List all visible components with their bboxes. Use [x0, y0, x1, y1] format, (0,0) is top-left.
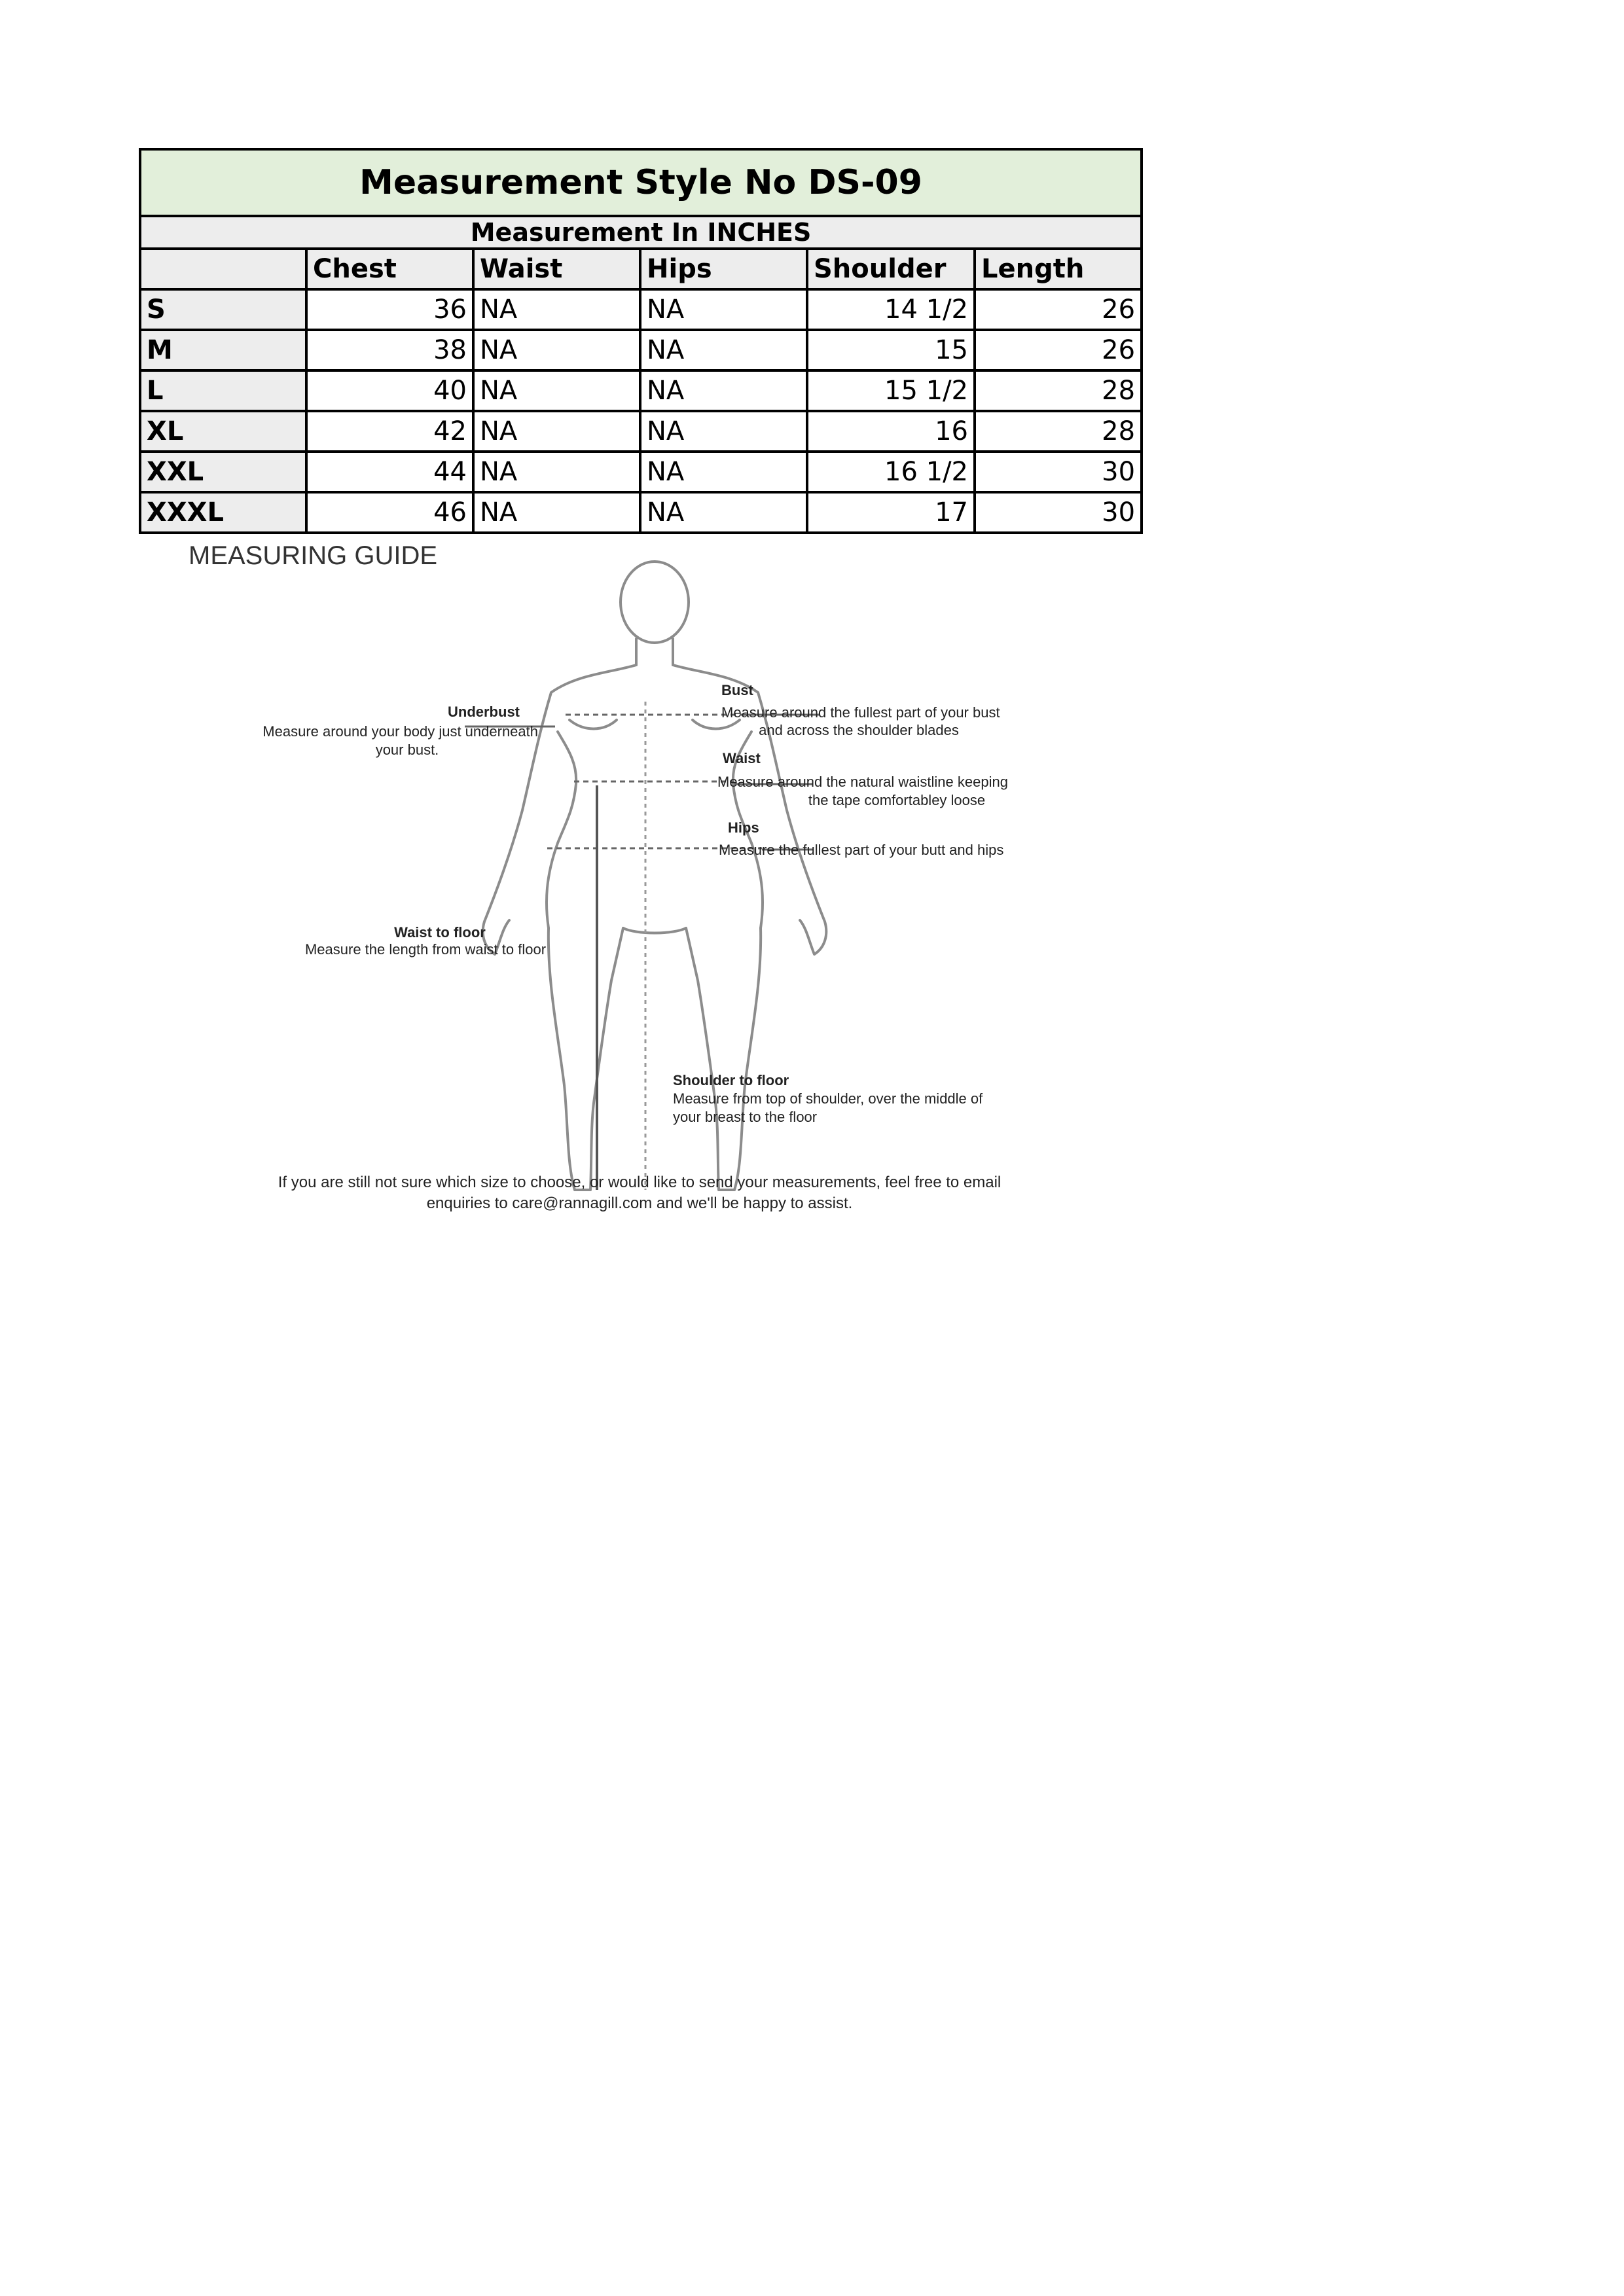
column-header-size — [140, 249, 306, 289]
length-value: 26 — [975, 330, 1142, 370]
chest-value: 36 — [306, 289, 473, 330]
waist-value: NA — [473, 370, 640, 411]
chest-value: 46 — [306, 492, 473, 533]
column-header-waist: Waist — [473, 249, 640, 289]
footer-note: If you are still not sure which size to choose, or would like to send your measurements, feel free to email — [278, 1174, 1001, 1191]
table-row — [140, 289, 1142, 330]
hips-text: Measure the fullest part of your butt and hips — [719, 842, 1004, 858]
hips-value: NA — [640, 289, 807, 330]
measuring-guide — [139, 535, 1140, 1242]
shoulder-value: 15 1/2 — [807, 370, 975, 411]
table-title: Measurement Style No DS-09 — [140, 149, 1142, 216]
column-header-length: Length — [975, 249, 1142, 289]
waist-value: NA — [473, 411, 640, 452]
hips-value: NA — [640, 330, 807, 370]
table-row — [140, 411, 1142, 452]
hips-label: Hips — [728, 819, 759, 836]
column-header-shoulder: Shoulder — [807, 249, 975, 289]
chest-value: 44 — [306, 452, 473, 492]
chest-value: 38 — [306, 330, 473, 370]
size-chart-table — [139, 148, 1143, 534]
shoulder-to-floor-text: Measure from top of shoulder, over the middle of — [673, 1090, 983, 1107]
column-header-hips: Hips — [640, 249, 807, 289]
footer-note-2: enquiries to care@rannagill.com and we'll be happy to assist. — [426, 1194, 853, 1212]
table-row — [140, 492, 1142, 533]
underbust-label: Underbust — [448, 704, 520, 720]
underbust-text: Measure around your body just underneath — [262, 723, 538, 740]
shoulder-to-floor-text-2: your breast to the floor — [673, 1109, 818, 1125]
column-header-chest: Chest — [306, 249, 473, 289]
waist-label: Waist — [723, 750, 761, 766]
length-value: 28 — [975, 370, 1142, 411]
guide-heading: MEASURING GUIDE — [189, 541, 438, 570]
waist-value: NA — [473, 330, 640, 370]
size-label: XL — [140, 411, 306, 452]
header-row — [140, 249, 1142, 289]
bust-label: Bust — [721, 682, 753, 698]
unit-caption: Measurement In INCHES — [140, 216, 1142, 249]
waist-value: NA — [473, 452, 640, 492]
size-label: S — [140, 289, 306, 330]
hips-value: NA — [640, 492, 807, 533]
hips-value: NA — [640, 452, 807, 492]
chest-value: 40 — [306, 370, 473, 411]
waist-text-2: the tape comfortabley loose — [808, 792, 986, 808]
size-label: XXXL — [140, 492, 306, 533]
waist-to-floor-text: Measure the length from waist to floor — [304, 941, 547, 958]
waist-to-floor-label: Waist to floor — [394, 924, 486, 941]
waist-value: NA — [473, 492, 640, 533]
size-label: L — [140, 370, 306, 411]
length-value: 30 — [975, 492, 1142, 533]
shoulder-value: 14 1/2 — [807, 289, 975, 330]
length-value: 28 — [975, 411, 1142, 452]
table-row — [140, 452, 1142, 492]
table-row — [140, 330, 1142, 370]
shoulder-value: 17 — [807, 492, 975, 533]
waist-text: Measure around the natural waistline keeping — [717, 774, 1008, 790]
chest-value: 42 — [306, 411, 473, 452]
measuring-guide-figure — [139, 535, 1140, 1242]
shoulder-value: 15 — [807, 330, 975, 370]
waist-value: NA — [473, 289, 640, 330]
bust-text-2: and across the shoulder blades — [759, 722, 959, 738]
table-row — [140, 370, 1142, 411]
shoulder-value: 16 1/2 — [807, 452, 975, 492]
underbust-text-2: your bust. — [375, 742, 439, 758]
length-value: 30 — [975, 452, 1142, 492]
hips-value: NA — [640, 370, 807, 411]
size-label: M — [140, 330, 306, 370]
hips-value: NA — [640, 411, 807, 452]
bust-text: Measure around the fullest part of your bust — [721, 704, 1000, 721]
shoulder-value: 16 — [807, 411, 975, 452]
shoulder-to-floor-label: Shoulder to floor — [673, 1072, 789, 1088]
size-label: XXL — [140, 452, 306, 492]
length-value: 26 — [975, 289, 1142, 330]
